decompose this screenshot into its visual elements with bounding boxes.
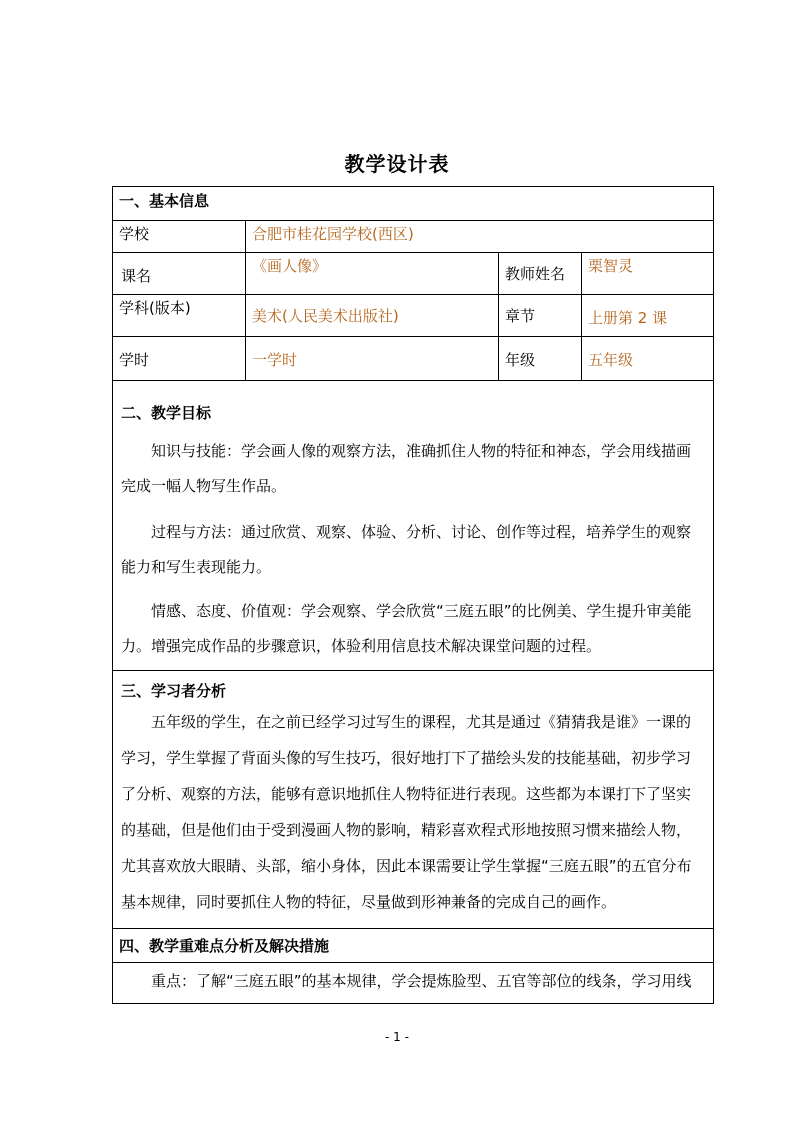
subject-label: 学科(版本) (119, 299, 191, 317)
goal-attitude: 情感、态度、价值观：学会观察、学会欣赏“三庭五眼”的比例美、学生提升审美能力。增强完成作品的步骤意识，体验利用信息技术解决课堂问题的过程。 (121, 602, 692, 655)
grade-label: 年级 (498, 337, 581, 380)
chapter-value: 上册第 2 课 (581, 295, 713, 336)
hours-row (113, 337, 713, 381)
school-value: 合肥市桂花园学校(西区) (245, 221, 713, 252)
hours-value: 一学时 (245, 337, 498, 380)
page-number: - 1 - (385, 1030, 409, 1044)
goal-process: 过程与方法：通过欣赏、观察、体验、分析、讨论、创作等过程，培养学生的观察能力和写生表现能力。 (121, 523, 692, 576)
school-label: 学校 (119, 225, 150, 243)
course-label: 课名 (121, 267, 152, 285)
goals-section (113, 381, 713, 671)
keypoints-body (113, 963, 713, 1004)
keypoints-header: 四、教学重难点分析及解决措施 (119, 937, 330, 955)
course-row (113, 253, 713, 295)
design-table (112, 186, 714, 1004)
learners-analysis: 五年级的学生，在之前已经学习过写生的课程，尤其是通过《猜猜我是谁》一课的学习，学生掌握了背面头像的写生技巧，很好地打下了描绘头发的技能基础，初步学习了分析、观察的方法，能够有意识地抓住人物特征进行表现。这些都为本课打下了坚实的基础，但是他们由于受到漫画人物的影响，精彩喜欢程式形地按照习惯来描绘人物，尤其喜欢放大眼睛、头部，缩小身体，因此本课需要让学生掌握“三庭五眼”的五官分布基本规律，同时要抓住人物的特征，尽量做到形神兼备的完成自己的画作。 (121, 713, 692, 911)
teacher-label: 教师姓名 (498, 253, 581, 294)
subject-value: 美术(人民美术出版社) (245, 295, 498, 336)
goal-knowledge: 知识与技能：学会画人像的观察方法，准确抓住人物的特征和神态，学会用线描画完成一幅人物写生作品。 (121, 442, 692, 495)
course-value: 《画人像》 (245, 253, 498, 294)
school-row (113, 221, 713, 253)
keypoints-header-row (113, 929, 713, 963)
learners-section (113, 671, 713, 929)
page-title: 教学设计表 (344, 152, 450, 176)
hours-label: 学时 (119, 351, 150, 369)
goals-header: 二、教学目标 (121, 404, 212, 422)
learners-header: 三、学习者分析 (121, 682, 227, 700)
basic-info-header-row (113, 187, 713, 221)
basic-info-header: 一、基本信息 (119, 192, 210, 210)
chapter-label: 章节 (498, 295, 581, 336)
subject-row (113, 295, 713, 337)
keypoints-focus: 重点：了解“三庭五眼”的基本规律，学会提炼脸型、五官等部位的线条，学习用线 (151, 972, 692, 990)
grade-value: 五年级 (581, 337, 713, 380)
teacher-value: 栗智灵 (581, 253, 713, 294)
